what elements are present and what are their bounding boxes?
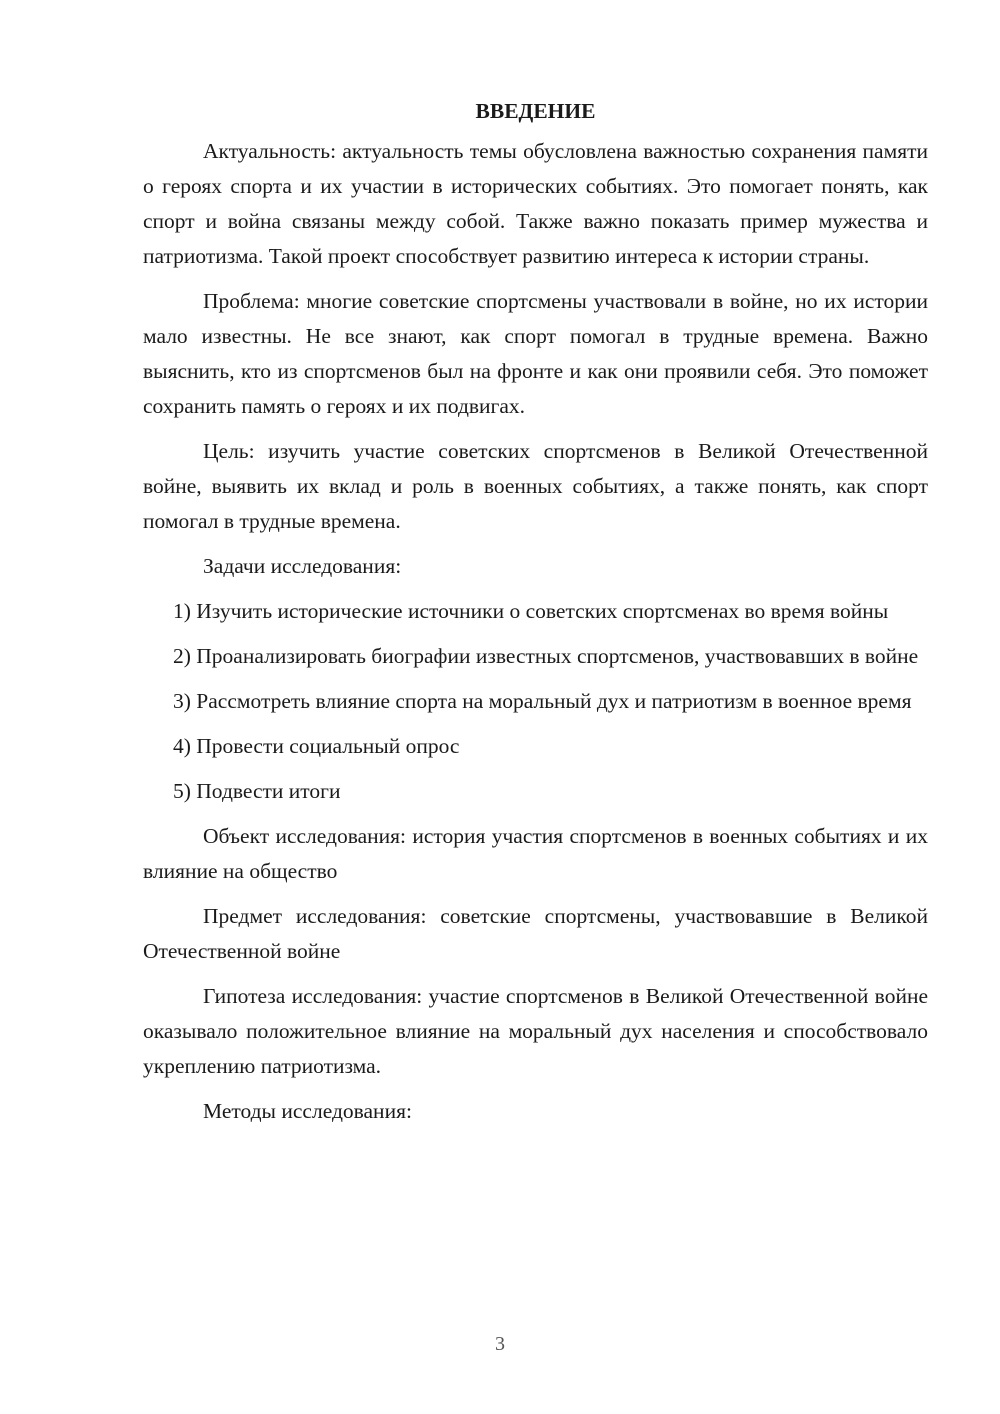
section-title: ВВЕДЕНИЕ — [475, 99, 596, 123]
problem-paragraph: Проблема: многие советские спортсмены участвовали в войне, но их истории мало известны. Не все знают, как спорт помогал в трудные времена. Важно выяснить, кто из спортсменов был на фронте и как они проявили себя. Это поможет сохранить память о героях и их подвигах. — [143, 289, 928, 418]
object-paragraph: Объект исследования: история участия спортсменов в военных событиях и их влияние на общество — [143, 824, 928, 883]
task-item: 3) Рассмотреть влияние спорта на моральный дух и патриотизм в военное время — [173, 689, 912, 713]
page-number: 3 — [495, 1333, 505, 1355]
task-item: 2) Проанализировать биографии известных спортсменов, участвовавших в войне — [173, 644, 919, 668]
methods-heading: Методы исследования: — [203, 1099, 412, 1123]
subject-paragraph: Предмет исследования: советские спортсмены, участвовавшие в Великой Отечественной войне — [143, 904, 928, 963]
task-item: 5) Подвести итоги — [173, 779, 341, 803]
task-item: 4) Провести социальный опрос — [173, 734, 460, 758]
task-item: 1) Изучить исторические источники о советских спортсменах во время войны — [173, 599, 889, 623]
tasks-heading: Задачи исследования: — [203, 554, 402, 578]
goal-paragraph: Цель: изучить участие советских спортсменов в Великой Отечественной войне, выявить их вклад и роль в военных событиях, а также понять, как спорт помогал в трудные времена. — [143, 439, 928, 533]
document-page — [143, 96, 928, 1139]
relevance-paragraph: Актуальность: актуальность темы обусловлена важностью сохранения памяти о героях спорта и их участии в исторических событиях. Это помогает понять, как спорт и война связаны между собой. Также важно показать пример мужества и патриотизма. Такой проект способствует развитию интереса к истории страны. — [143, 139, 928, 268]
hypothesis-paragraph: Гипотеза исследования: участие спортсменов в Великой Отечественной войне оказывало положительное влияние на моральный дух населения и способствовало укреплению патриотизма. — [143, 984, 928, 1078]
